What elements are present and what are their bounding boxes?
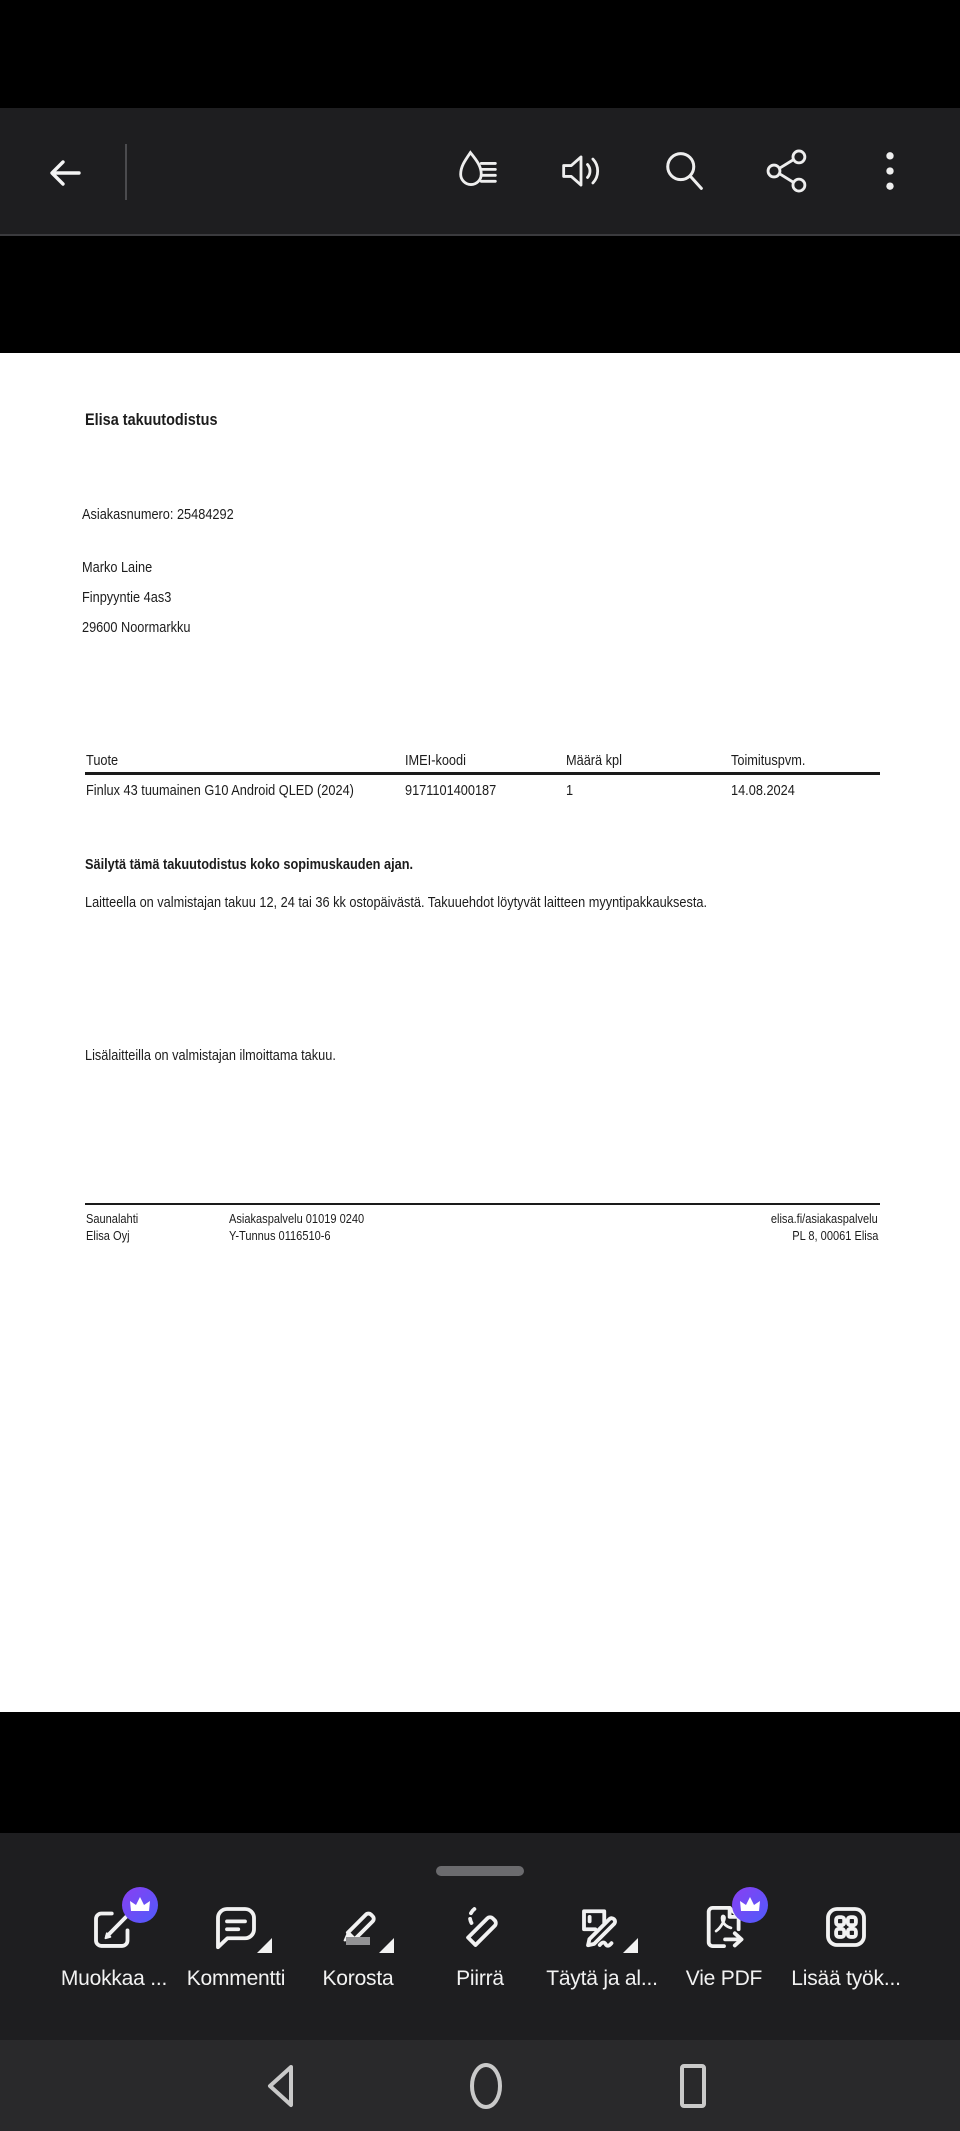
more-options-icon	[864, 145, 916, 197]
dropdown-caret-icon	[623, 1938, 638, 1953]
read-aloud-icon	[555, 145, 607, 197]
footer-middle-2: Y-Tunnus 0116510-6	[229, 1228, 331, 1243]
viewer-background-bottom	[0, 1712, 960, 1833]
table-cell-product: Finlux 43 tuumainen G10 Android QLED (2024)	[86, 782, 354, 799]
comment-icon	[209, 1900, 263, 1954]
tool-label: Vie PDF	[685, 1967, 763, 1990]
highlight-icon	[331, 1900, 385, 1954]
accessories-text: Lisälaitteilla on valmistajan ilmoittama takuu.	[85, 1047, 336, 1064]
share-button[interactable]	[759, 143, 815, 199]
viewer-background-top	[0, 236, 960, 353]
footer-right-2: PL 8, 00061 Elisa	[791, 1228, 878, 1243]
table-header-toimituspvm: Toimituspvm.	[731, 752, 806, 769]
table-cell-quantity: 1	[566, 782, 574, 799]
table-header-maara: Määrä kpl	[566, 752, 622, 769]
tool-comment[interactable]	[175, 1899, 297, 1991]
status-bar	[0, 0, 960, 108]
nav-back-icon	[265, 2063, 295, 2109]
dropdown-caret-icon	[257, 1938, 272, 1953]
more-options-button[interactable]	[862, 143, 918, 199]
recipient-street: Finpyyntie 4as3	[82, 589, 172, 606]
back-button[interactable]	[36, 144, 94, 202]
dropdown-caret-icon	[379, 1938, 394, 1953]
nav-home-icon[interactable]	[446, 2040, 526, 2131]
fill-and-sign-icon	[575, 1900, 629, 1954]
nav-back-button[interactable]	[240, 2040, 320, 2131]
footer-right-1: elisa.fi/asiakaspalvelu	[771, 1211, 878, 1226]
draw-icon	[453, 1900, 507, 1954]
recipient-city: 29600 Noormarkku	[82, 619, 191, 636]
tool-highlight[interactable]	[297, 1899, 419, 1991]
table-header-tuote: Tuote	[86, 752, 119, 769]
tool-export-pdf[interactable]	[663, 1899, 785, 1991]
back-arrow-icon	[43, 151, 87, 195]
read-aloud-button[interactable]	[553, 143, 609, 199]
search-button[interactable]	[656, 143, 712, 199]
sheet-drag-handle[interactable]	[436, 1866, 524, 1876]
footer-middle-1: Asiakaspalvelu 01019 0240	[229, 1211, 365, 1226]
footer-rule	[85, 1203, 880, 1205]
tool-label: Täytä ja al...	[546, 1967, 658, 1990]
share-icon	[761, 145, 813, 197]
table-header-rule	[85, 772, 880, 775]
footer-left-2: Elisa Oyj	[86, 1228, 130, 1243]
liquid-mode-button[interactable]	[450, 143, 506, 199]
tool-label: Muokkaa ...	[60, 1967, 168, 1990]
search-icon	[658, 145, 710, 197]
tool-label: Piirrä	[456, 1967, 504, 1990]
recipient-name: Marko Laine	[82, 559, 153, 576]
table-cell-delivery-date: 14.08.2024	[731, 782, 795, 799]
bottom-toolbar	[0, 1833, 960, 2040]
tool-draw[interactable]	[419, 1899, 541, 1991]
notice-bold: Säilytä tämä takuutodistus koko sopimuskauden ajan.	[85, 856, 414, 873]
premium-crown-badge	[122, 1887, 158, 1923]
table-cell-imei: 9171101400187	[405, 782, 497, 799]
more-tools-icon	[819, 1900, 873, 1954]
footer-left-1: Saunalahti	[86, 1211, 139, 1226]
highlight-mark	[346, 1937, 370, 1945]
tool-more-tools[interactable]	[785, 1899, 907, 1991]
home-circle-icon	[469, 2062, 503, 2110]
document-title: Elisa takuutodistus	[85, 410, 218, 429]
recents-square-icon	[679, 2063, 707, 2109]
liquid-mode-icon	[452, 145, 504, 197]
tool-label: Korosta	[322, 1967, 394, 1990]
notice-text: Laitteella on valmistajan takuu 12, 24 tai 36 kk ostopäivästä. Takuuehdot löytyvät laitteen myyntipakkauksesta.	[85, 894, 708, 911]
tool-edit-pdf[interactable]	[53, 1899, 175, 1991]
customer-number: Asiakasnumero: 25484292	[82, 506, 234, 523]
nav-recents-button[interactable]	[653, 2040, 733, 2131]
tool-label: Kommentti	[186, 1967, 286, 1990]
android-nav-bar	[0, 2040, 960, 2131]
top-toolbar	[0, 108, 960, 236]
premium-crown-badge	[732, 1887, 768, 1923]
toolbar-divider	[125, 144, 127, 200]
tool-label: Lisää työk...	[791, 1967, 901, 1990]
table-header-imei: IMEI-koodi	[405, 752, 466, 769]
tool-fill-and-sign[interactable]	[541, 1899, 663, 1991]
pdf-page[interactable]	[0, 353, 960, 1712]
